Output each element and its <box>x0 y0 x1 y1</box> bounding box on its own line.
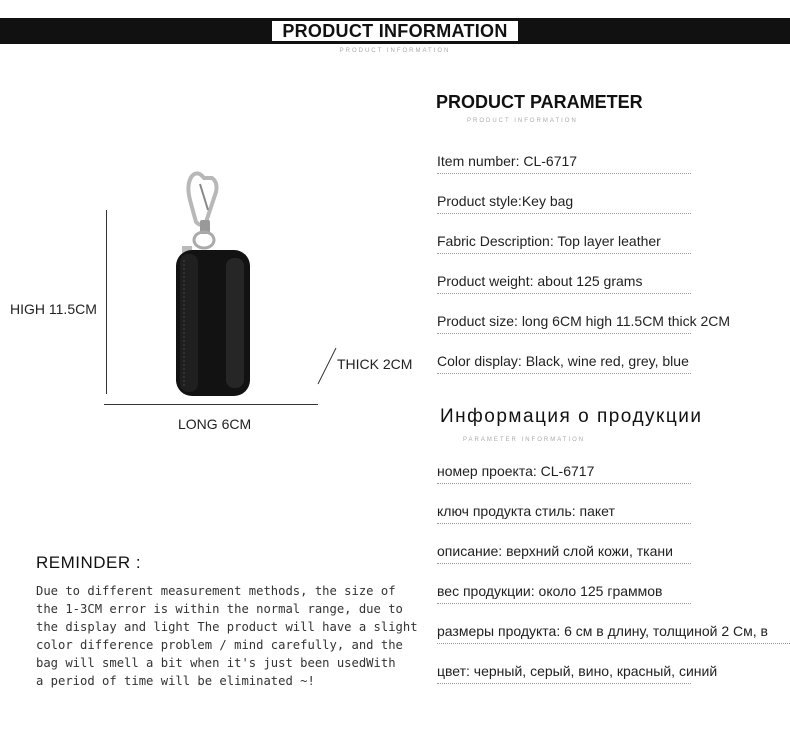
param-row: Fabric Description: Top layer leather <box>437 233 691 254</box>
page-subtitle: PRODUCT INFORMATION <box>339 48 451 54</box>
russian-title: Информация о продукции <box>440 406 703 427</box>
param-row: Product weight: about 125 grams <box>437 273 691 294</box>
page-title <box>0 21 790 42</box>
param-row: Color display: Black, wine red, grey, blue <box>437 353 691 374</box>
height-line <box>106 210 107 394</box>
russian-subtitle: PARAMETER INFORMATION <box>463 437 586 443</box>
reminder-line: Due to different measurement methods, the size of <box>36 584 396 598</box>
russian-row: вес продукции: около 125 граммов <box>437 583 691 604</box>
russian-row: ключ продукта стиль: пакет <box>437 503 691 524</box>
russian-row: описание: верхний слой кожи, ткани <box>437 543 691 564</box>
param-row: Product size: long 6CM high 11.5CM thick 2CM <box>437 313 691 334</box>
reminder-line: the display and light The product will have a slight <box>36 620 418 634</box>
length-line <box>104 404 318 405</box>
reminder-line: bag will smell a bit when it's just been usedWith <box>36 656 396 670</box>
thickness-label: THICK 2CM <box>337 356 413 372</box>
thickness-line <box>316 346 338 386</box>
parameters-title: PRODUCT PARAMETER <box>436 92 643 112</box>
reminder-line: a period of time will be eliminated ~! <box>36 674 315 688</box>
reminder-line: color difference problem / mind carefully, and the <box>36 638 403 652</box>
parameters-subtitle: PRODUCT INFORMATION <box>467 118 578 124</box>
product-image <box>160 170 270 400</box>
page-title-text: PRODUCT INFORMATION <box>272 21 517 41</box>
carabiner-hook <box>188 173 216 225</box>
russian-row: цвет: черный, серый, вино, красный, синий <box>437 663 691 684</box>
height-label: HIGH 11.5CM <box>10 301 97 317</box>
param-row: Item number: CL-6717 <box>437 153 691 174</box>
param-row: Product style:Key bag <box>437 193 691 214</box>
russian-row: номер проекта: CL-6717 <box>437 463 691 484</box>
russian-row: размеры продукта: 6 см в длину, толщиной 2 См, в <box>437 623 790 644</box>
reminder-title: REMINDER : <box>36 553 142 572</box>
length-label: LONG 6CM <box>178 416 252 432</box>
reminder-line: the 1-3CM error is within the normal range, due to <box>36 602 403 616</box>
